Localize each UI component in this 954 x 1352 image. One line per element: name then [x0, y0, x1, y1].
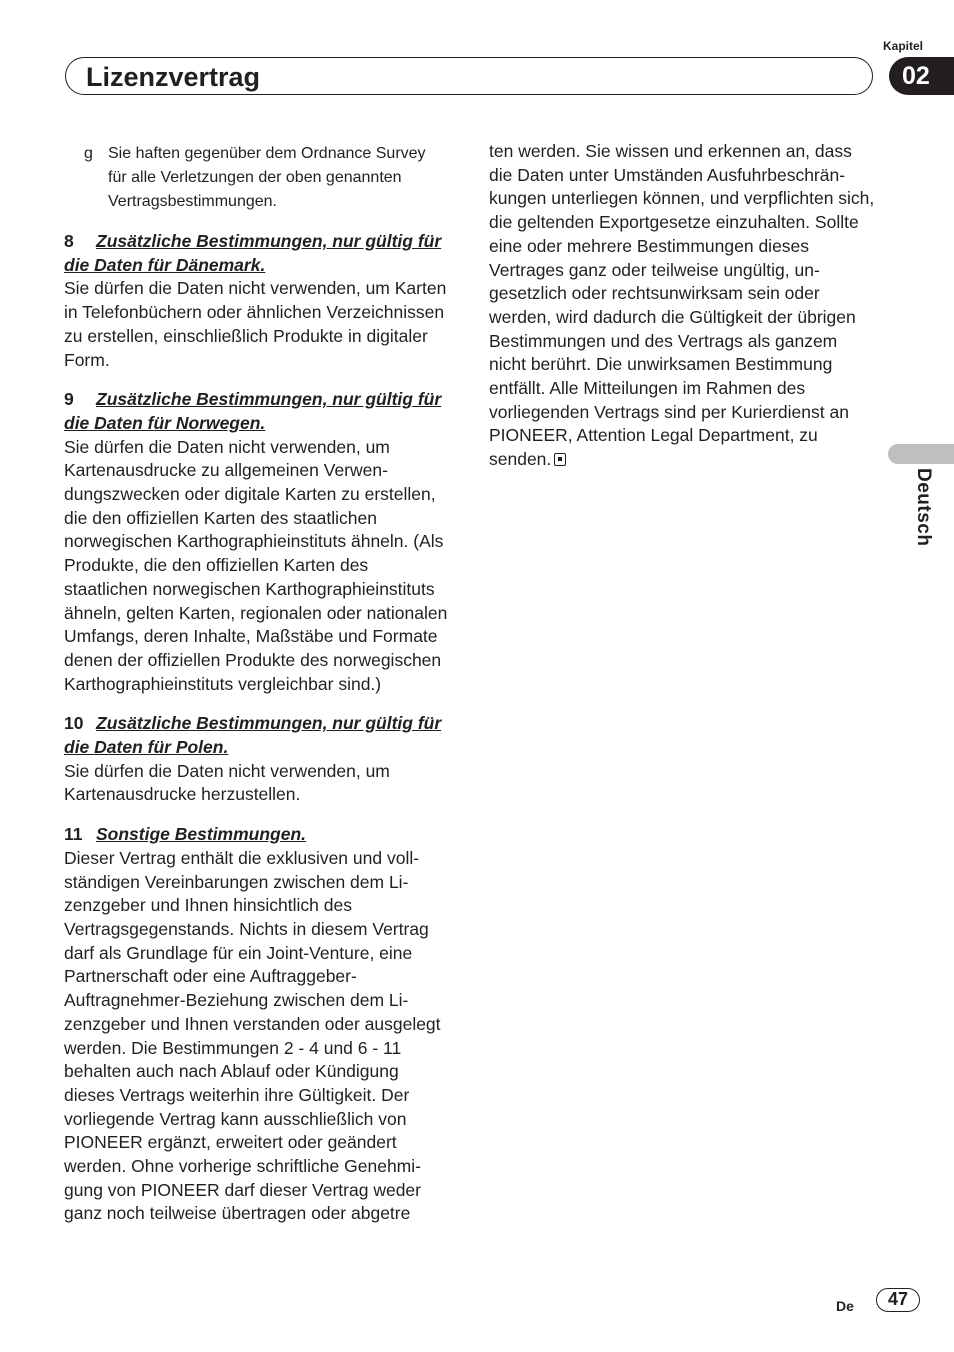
section-heading — [64, 823, 452, 847]
section-heading — [64, 712, 452, 759]
language-side-tab — [888, 444, 954, 464]
section-number: 8 — [64, 231, 74, 251]
chapter-number: 02 — [902, 62, 930, 90]
left-column — [64, 140, 452, 1242]
title-bar — [65, 57, 873, 95]
footer-language-code: De — [836, 1298, 854, 1314]
section-body: Sie dürfen die Daten nicht verwenden, um Karten in Telefonbüchern oder ähnlichen Verzeichnissen zu erstellen, einschließlich Produkte in digitaler Form. — [64, 278, 447, 370]
section-heading — [64, 388, 452, 435]
section-body: Dieser Vertrag enthält die exklusiven und vollständigen Vereinbarungen zwischen dem Lizenzgeber und Ihnen hinsichtlich des Vertragsgegenstands. Nichts in diesem Vertrag darf als Grundlage für ein Joint-Venture, eine Partnerschaft oder eine Auftraggeber-Auftragnehmer-Beziehung zwischen dem Lizenzgeber und Ihnen verstanden oder ausgelegt werden. Die Bestimmungen 2 - 4 und 6 - 11 behalten auch nach Ablauf oder Kündigung dieses Vertrags weiterhin ihre Gültigkeit. Der vorliegende Vertrag kann ausschließlich von PIONEER ergänzt, erweitert oder geändert werden. Ohne vorherige schriftliche Genehmigung von PIONEER darf dieser Vertrag weder ganz noch teilweise übertragen oder abgetre — [64, 847, 441, 1224]
bullet-item — [64, 142, 452, 214]
page-number: 47 — [876, 1288, 920, 1312]
section-title: Zusätzliche Bestimmungen, nur gültig für die Daten für Norwegen. — [64, 389, 442, 433]
chapter-badge — [889, 57, 954, 95]
section-heading — [64, 230, 452, 277]
section-9 — [64, 388, 452, 696]
section-number: 9 — [64, 389, 74, 410]
bullet-marker: g — [84, 145, 93, 162]
section-11 — [64, 823, 452, 1226]
language-side-label: Deutsch — [913, 468, 934, 547]
right-column — [489, 140, 879, 472]
continuation-text — [489, 140, 879, 472]
end-of-section-icon — [554, 453, 566, 466]
bullet-text: Sie haften gegenüber dem Ordnance Survey für alle Verletzungen der oben genannten Vertragsbestimmungen. — [108, 145, 426, 210]
section-body: Sie dürfen die Daten nicht verwenden, um Kartenausdrucke zu allgemeinen Verwendungszwecken oder digitale Karten zu erstellen, die den offiziellen Karten des staatlichen norwegischen Karthographieinstituts ähneln. (Als Produkte, die den offiziellen Karten des staatlichen norwegischen Karthographieinstituts ähneln, gelten Karten, regionalen oder nationalen Umfangs, deren Inhalte, Maßstäbe und Formate denen der offiziellen Produkte des norwegischen Karthographieinstituts vergleichbar sind.) — [64, 436, 448, 694]
section-10 — [64, 712, 452, 807]
section-title: Zusätzliche Bestimmungen, nur gültig für die Daten für Dänemark. — [64, 231, 442, 275]
section-number: 11 — [64, 824, 83, 845]
kapitel-label: Kapitel — [883, 39, 924, 53]
continuation-body: ten werden. Sie wissen und erkennen an, dass die Daten unter Umständen Ausfuhrbeschränkungen unterliegen können, und verpflichten sich, die geltenden Exportgesetze einzuhalten. Sollte eine oder mehrere Bestimmungen dieses Vertrages ganz oder teilweise ungültig, ungesetzlich oder rechtsunwirksam sein oder werden, wird dadurch die Gültigkeit der übrigen Bestimmungen und des Vertrags als ganzem nicht berührt. Die unwirksamen Bestimmung entfällt. Alle Mitteilungen im Rahmen des vorliegenden Vertrags sind per Kurierdienst an PIONEER, Attention Legal Department, zu senden. — [489, 141, 875, 470]
section-body: Sie dürfen die Daten nicht verwenden, um Kartenausdrucke herzustellen. — [64, 760, 390, 805]
section-8 — [64, 230, 452, 372]
section-title: Sonstige Bestimmungen. — [96, 824, 307, 845]
section-title: Zusätzliche Bestimmungen, nur gültig für die Daten für Polen. — [64, 713, 442, 758]
section-number: 10 — [64, 713, 84, 734]
page-title: Lizenzvertrag — [86, 62, 261, 92]
